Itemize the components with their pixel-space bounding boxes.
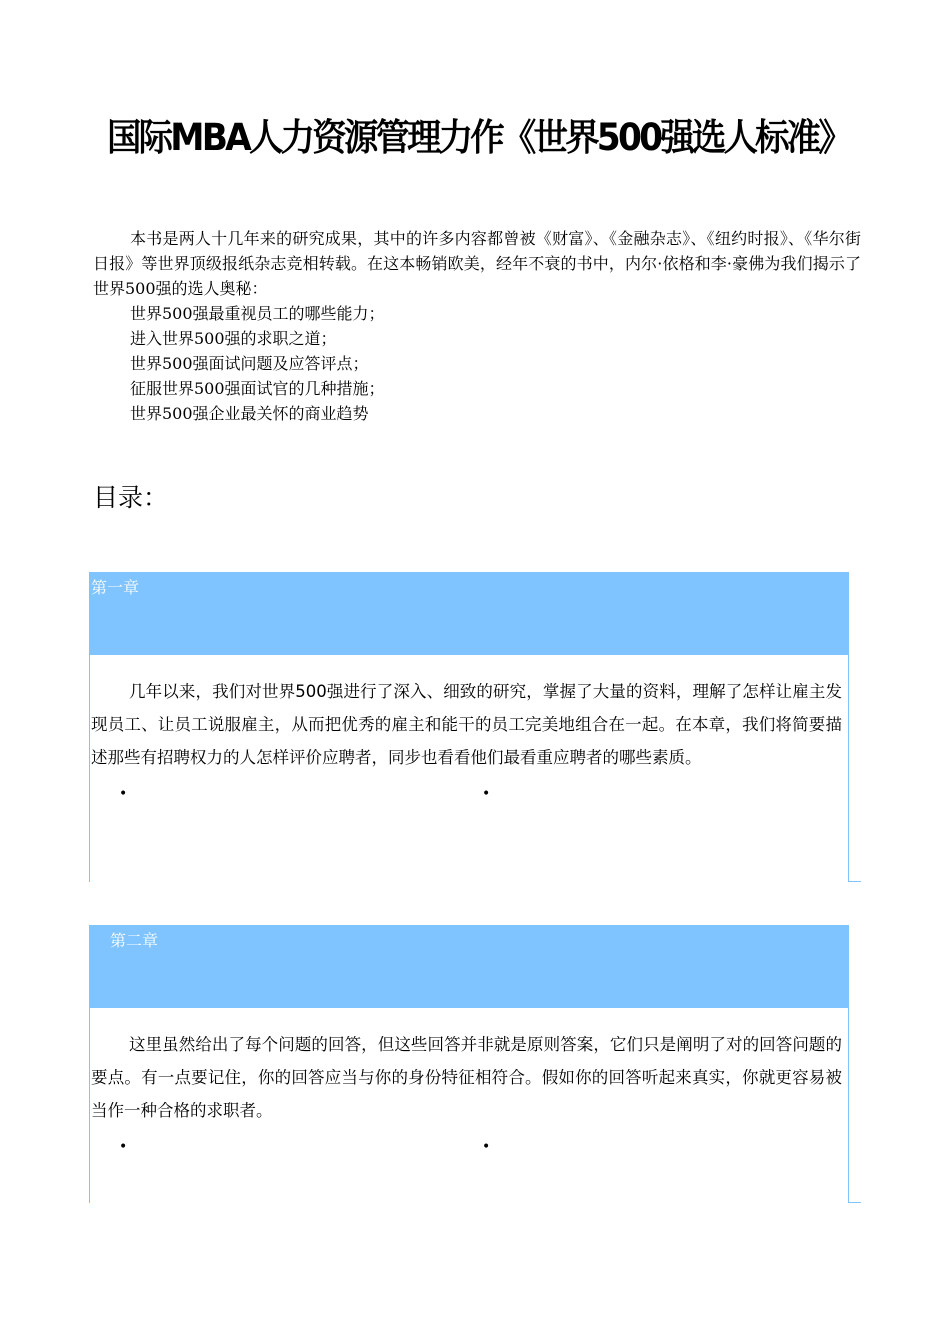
bullet-point: • — [482, 1139, 491, 1155]
chapter-bullets — [90, 1127, 848, 1187]
box-corner-line — [848, 1202, 861, 1203]
intro-list-item: 世界500强面试问题及应答评点； — [130, 354, 369, 373]
bullet-point: • — [482, 786, 491, 802]
intro-paragraph: 本书是两人十几年来的研究成果，其中的许多内容都曾被《财富》、《金融杂志》、《纽约时报》、《华尔街日报》等世界顶级报纸杂志竞相转载。在这本畅销欧美，经年不衰的书中，内尔·依格和李·豪佛为我们揭示了世界500强的选人奥秘： — [93, 229, 861, 298]
intro-list-item: 征服世界500强面试官的几种措施； — [130, 379, 385, 398]
chapter-heading: 第一章 — [91, 578, 140, 597]
box-corner-line — [848, 881, 861, 882]
chapter-box-1 — [89, 572, 849, 882]
chapter-body — [90, 1008, 848, 1127]
chapter-box-2 — [89, 925, 849, 1203]
chapter-header — [90, 572, 848, 655]
intro-list-item: 世界500强企业最关怀的商业趋势 — [130, 404, 369, 423]
chapter-bullets — [90, 774, 848, 834]
chapter-heading: 第二章 — [110, 931, 159, 950]
toc-label: 目录： — [93, 483, 169, 512]
bullet-point: • — [119, 786, 128, 802]
bullet-point: • — [119, 1139, 128, 1155]
chapter-text: 几年以来，我们对世界500强进行了深入、细致的研究，掌握了大量的资料，理解了怎样让雇主发现员工、让员工说服雇主，从而把优秀的雇主和能干的员工完美地组合在一起。在本章，我们将简要描述那些有招聘权力的人怎样评价应聘者，同步也看看他们最看重应聘者的哪些素质。 — [91, 682, 842, 767]
intro-list-item: 世界500强最重视员工的哪些能力； — [130, 304, 385, 323]
chapter-header — [90, 925, 848, 1008]
chapter-body — [90, 655, 848, 774]
document-title: 国际MBA人力资源管理力作《世界500强选人标准》 — [107, 116, 850, 159]
chapter-text: 这里虽然给出了每个问题的回答，但这些回答并非就是原则答案，它们只是阐明了对的回答问题的要点。有一点要记住，你的回答应当与你的身份特征相符合。假如你的回答听起来真实，你就更容易被当作一种合格的求职者。 — [91, 1035, 842, 1120]
intro-section — [93, 226, 861, 426]
intro-list-item: 进入世界500强的求职之道； — [130, 329, 337, 348]
